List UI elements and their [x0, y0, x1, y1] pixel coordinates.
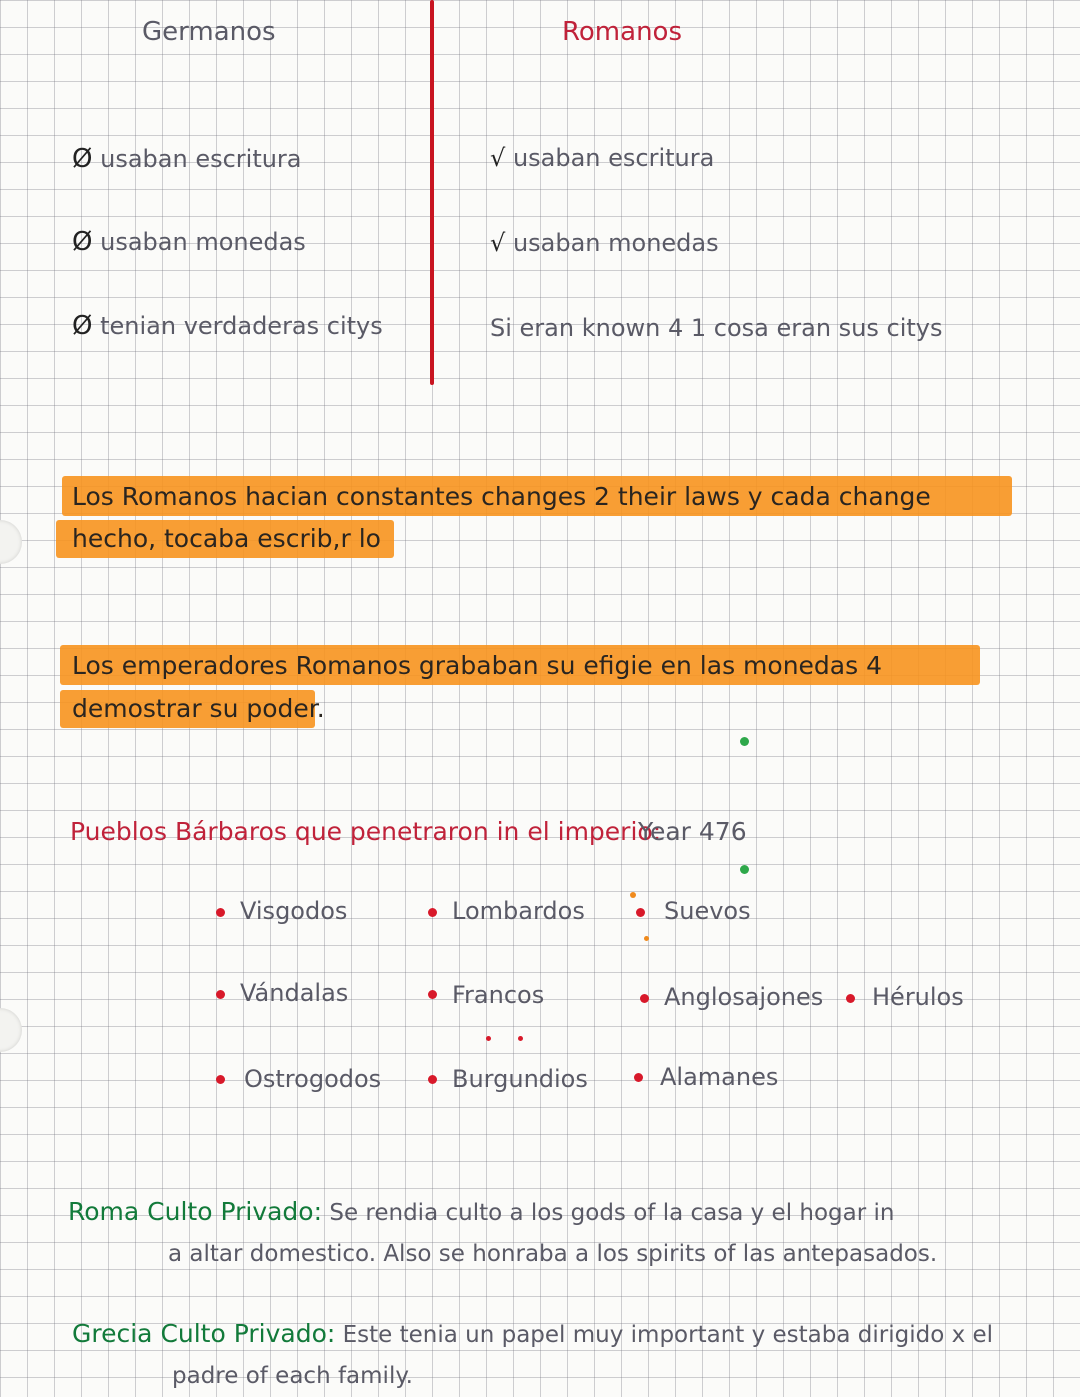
- grecia-paragraph: [72, 1320, 993, 1348]
- list-item: [72, 145, 302, 174]
- header-romanos: Romanos: [562, 17, 682, 47]
- check-mark: √: [490, 144, 506, 172]
- highlight-note-2-line1: Los emperadores Romanos grababan su efigie en las monedas 4: [72, 651, 882, 680]
- barbaros-title: Pueblos Bárbaros que penetraron in el imperio:: [70, 817, 662, 846]
- column-divider: [430, 0, 434, 385]
- list-item: Anglosajones: [664, 983, 824, 1011]
- list-item: [490, 145, 714, 171]
- stray-dot: [644, 936, 649, 941]
- null-mark: Ø: [72, 227, 93, 257]
- grecia-label: Grecia Culto Privado:: [72, 1319, 336, 1348]
- check-mark: √: [490, 229, 506, 257]
- roma-line1: Se rendia culto a los gods of la casa y el hogar in: [329, 1200, 895, 1226]
- bullet: [634, 1073, 643, 1082]
- list-item: Alamanes: [660, 1063, 779, 1091]
- list-item: Visgodos: [240, 897, 348, 925]
- list-item: Hérulos: [872, 983, 964, 1011]
- bullet: [428, 908, 437, 917]
- list-item-text: Si eran known 4 1 cosa eran sus citys: [490, 314, 943, 342]
- bullet: [636, 908, 645, 917]
- grecia-line2: padre of each family.: [172, 1363, 413, 1389]
- highlight-note-1-line1: Los Romanos hacian constantes changes 2 their laws y cada change: [72, 482, 931, 511]
- stray-dot: [740, 865, 749, 874]
- roma-line2: a altar domestico. Also se honraba a los spirits of las antepasados.: [168, 1241, 938, 1267]
- null-mark: Ø: [72, 311, 93, 341]
- roma-paragraph: [68, 1198, 894, 1226]
- bullet: [640, 994, 649, 1003]
- bullet: [216, 990, 225, 999]
- stray-dot: [486, 1036, 491, 1041]
- list-item: Ostrogodos: [244, 1065, 382, 1093]
- grecia-line1: Este tenia un papel muy important y estaba dirigido x el: [342, 1322, 994, 1348]
- list-item-text: tenian verdaderas citys: [100, 312, 383, 340]
- list-item: [490, 315, 943, 341]
- list-item: [72, 228, 306, 257]
- list-item-text: usaban monedas: [512, 229, 719, 257]
- highlight-note-1-line2: hecho, tocaba escrib,r lo: [72, 524, 381, 553]
- stray-dot: [630, 892, 636, 898]
- roma-label: Roma Culto Privado:: [68, 1197, 323, 1226]
- null-mark: Ø: [72, 144, 93, 174]
- bullet: [216, 908, 225, 917]
- list-item: [490, 230, 719, 256]
- bullet: [428, 990, 437, 999]
- highlight-note-2-line2: demostrar su poder.: [72, 694, 325, 723]
- list-item: Vándalas: [240, 979, 349, 1007]
- barbaros-year: Year 476: [638, 817, 747, 846]
- bullet: [428, 1075, 437, 1084]
- list-item-text: usaban escritura: [512, 144, 715, 172]
- list-item: [72, 312, 383, 341]
- list-item: Francos: [452, 981, 545, 1009]
- list-item-text: usaban escritura: [100, 145, 302, 173]
- list-item: Burgundios: [452, 1065, 588, 1093]
- header-germanos: Germanos: [142, 17, 276, 47]
- binder-hole-bottom: [0, 1008, 22, 1052]
- bullet: [216, 1075, 225, 1084]
- list-item: Suevos: [664, 897, 751, 925]
- list-item: Lombardos: [452, 897, 585, 925]
- binder-hole-top: [0, 520, 22, 564]
- bullet: [846, 994, 855, 1003]
- stray-dot: [740, 737, 749, 746]
- stray-dot: [518, 1036, 523, 1041]
- list-item-text: usaban monedas: [100, 228, 306, 256]
